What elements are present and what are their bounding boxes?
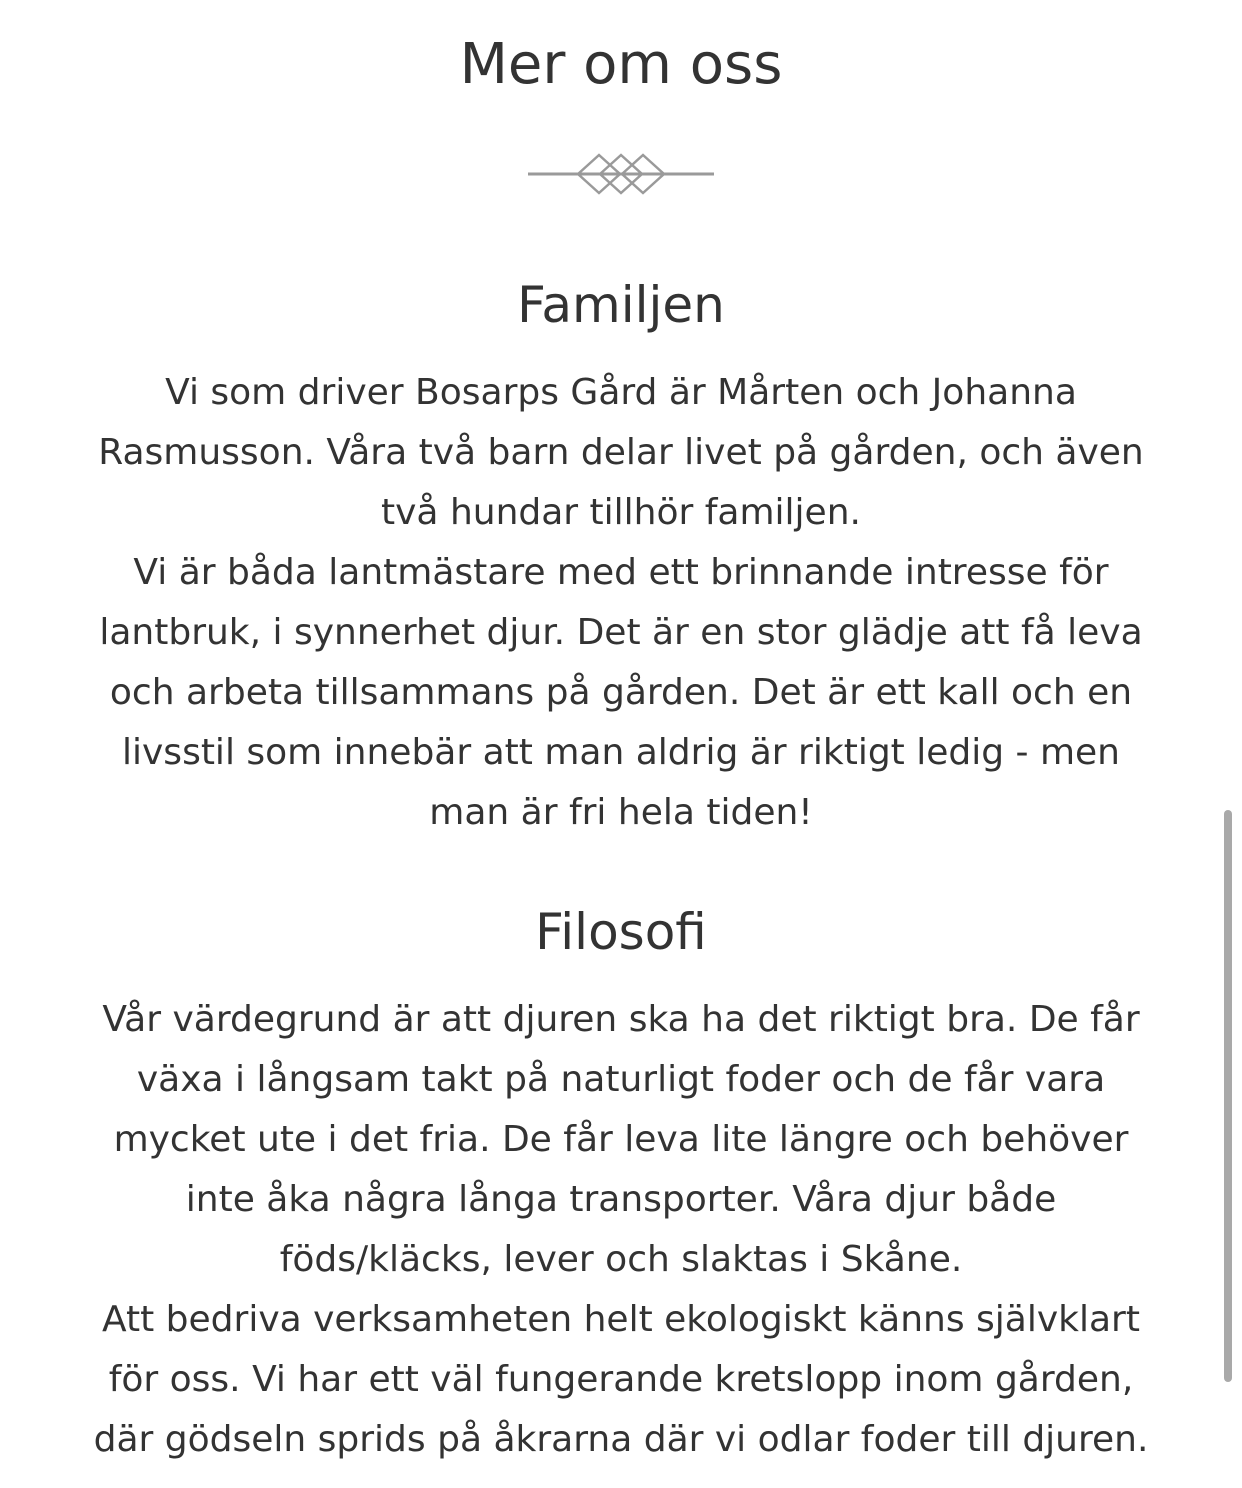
text-line: Rasmusson. Våra två barn delar livet på gården, och även bbox=[98, 432, 1144, 473]
section-text-filosofi bbox=[40, 990, 1202, 1470]
text-line: inte åka några långa transporter. Våra djur både bbox=[185, 1179, 1057, 1220]
text-line: och arbeta tillsammans på gården. Det är ett kall och en bbox=[109, 672, 1133, 713]
text-line: Att bedriva verksamheten helt ekologiskt känns självklart bbox=[102, 1299, 1140, 1340]
text-line: växa i långsam takt på naturligt foder och de får vara bbox=[136, 1059, 1106, 1100]
text-line: Vi som driver Bosarps Gård är Mårten och Johanna bbox=[165, 372, 1077, 413]
text-line: mycket ute i det fria. De får leva lite längre och behöver bbox=[113, 1119, 1129, 1160]
page-title: Mer om oss bbox=[459, 32, 783, 97]
text-line: livsstil som innebär att man aldrig är riktigt ledig - men bbox=[122, 732, 1120, 773]
section-text-familjen bbox=[40, 363, 1202, 843]
text-line: Vår värdegrund är att djuren ska ha det riktigt bra. De får bbox=[102, 999, 1140, 1040]
text-line: för oss. Vi har ett väl fungerande kretslopp inom gården, bbox=[108, 1359, 1134, 1400]
vertical-scrollbar-thumb[interactable] bbox=[1224, 810, 1232, 1382]
text-line: där gödseln sprids på åkrarna där vi odlar foder till djuren. bbox=[93, 1419, 1149, 1460]
text-line: föds/kläcks, lever och slaktas i Skåne. bbox=[279, 1239, 963, 1280]
text-line: lantbruk, i synnerhet djur. Det är en stor glädje att få leva bbox=[99, 612, 1143, 653]
text-line: man är fri hela tiden! bbox=[429, 792, 813, 833]
three-diamond-divider-icon bbox=[526, 150, 716, 198]
text-line: Vi är båda lantmästare med ett brinnande intresse för bbox=[133, 552, 1109, 593]
section-heading-filosofi: Filosofi bbox=[535, 903, 707, 961]
text-line: två hundar tillhör familjen. bbox=[381, 492, 861, 533]
section-heading-familjen: Familjen bbox=[517, 276, 725, 334]
